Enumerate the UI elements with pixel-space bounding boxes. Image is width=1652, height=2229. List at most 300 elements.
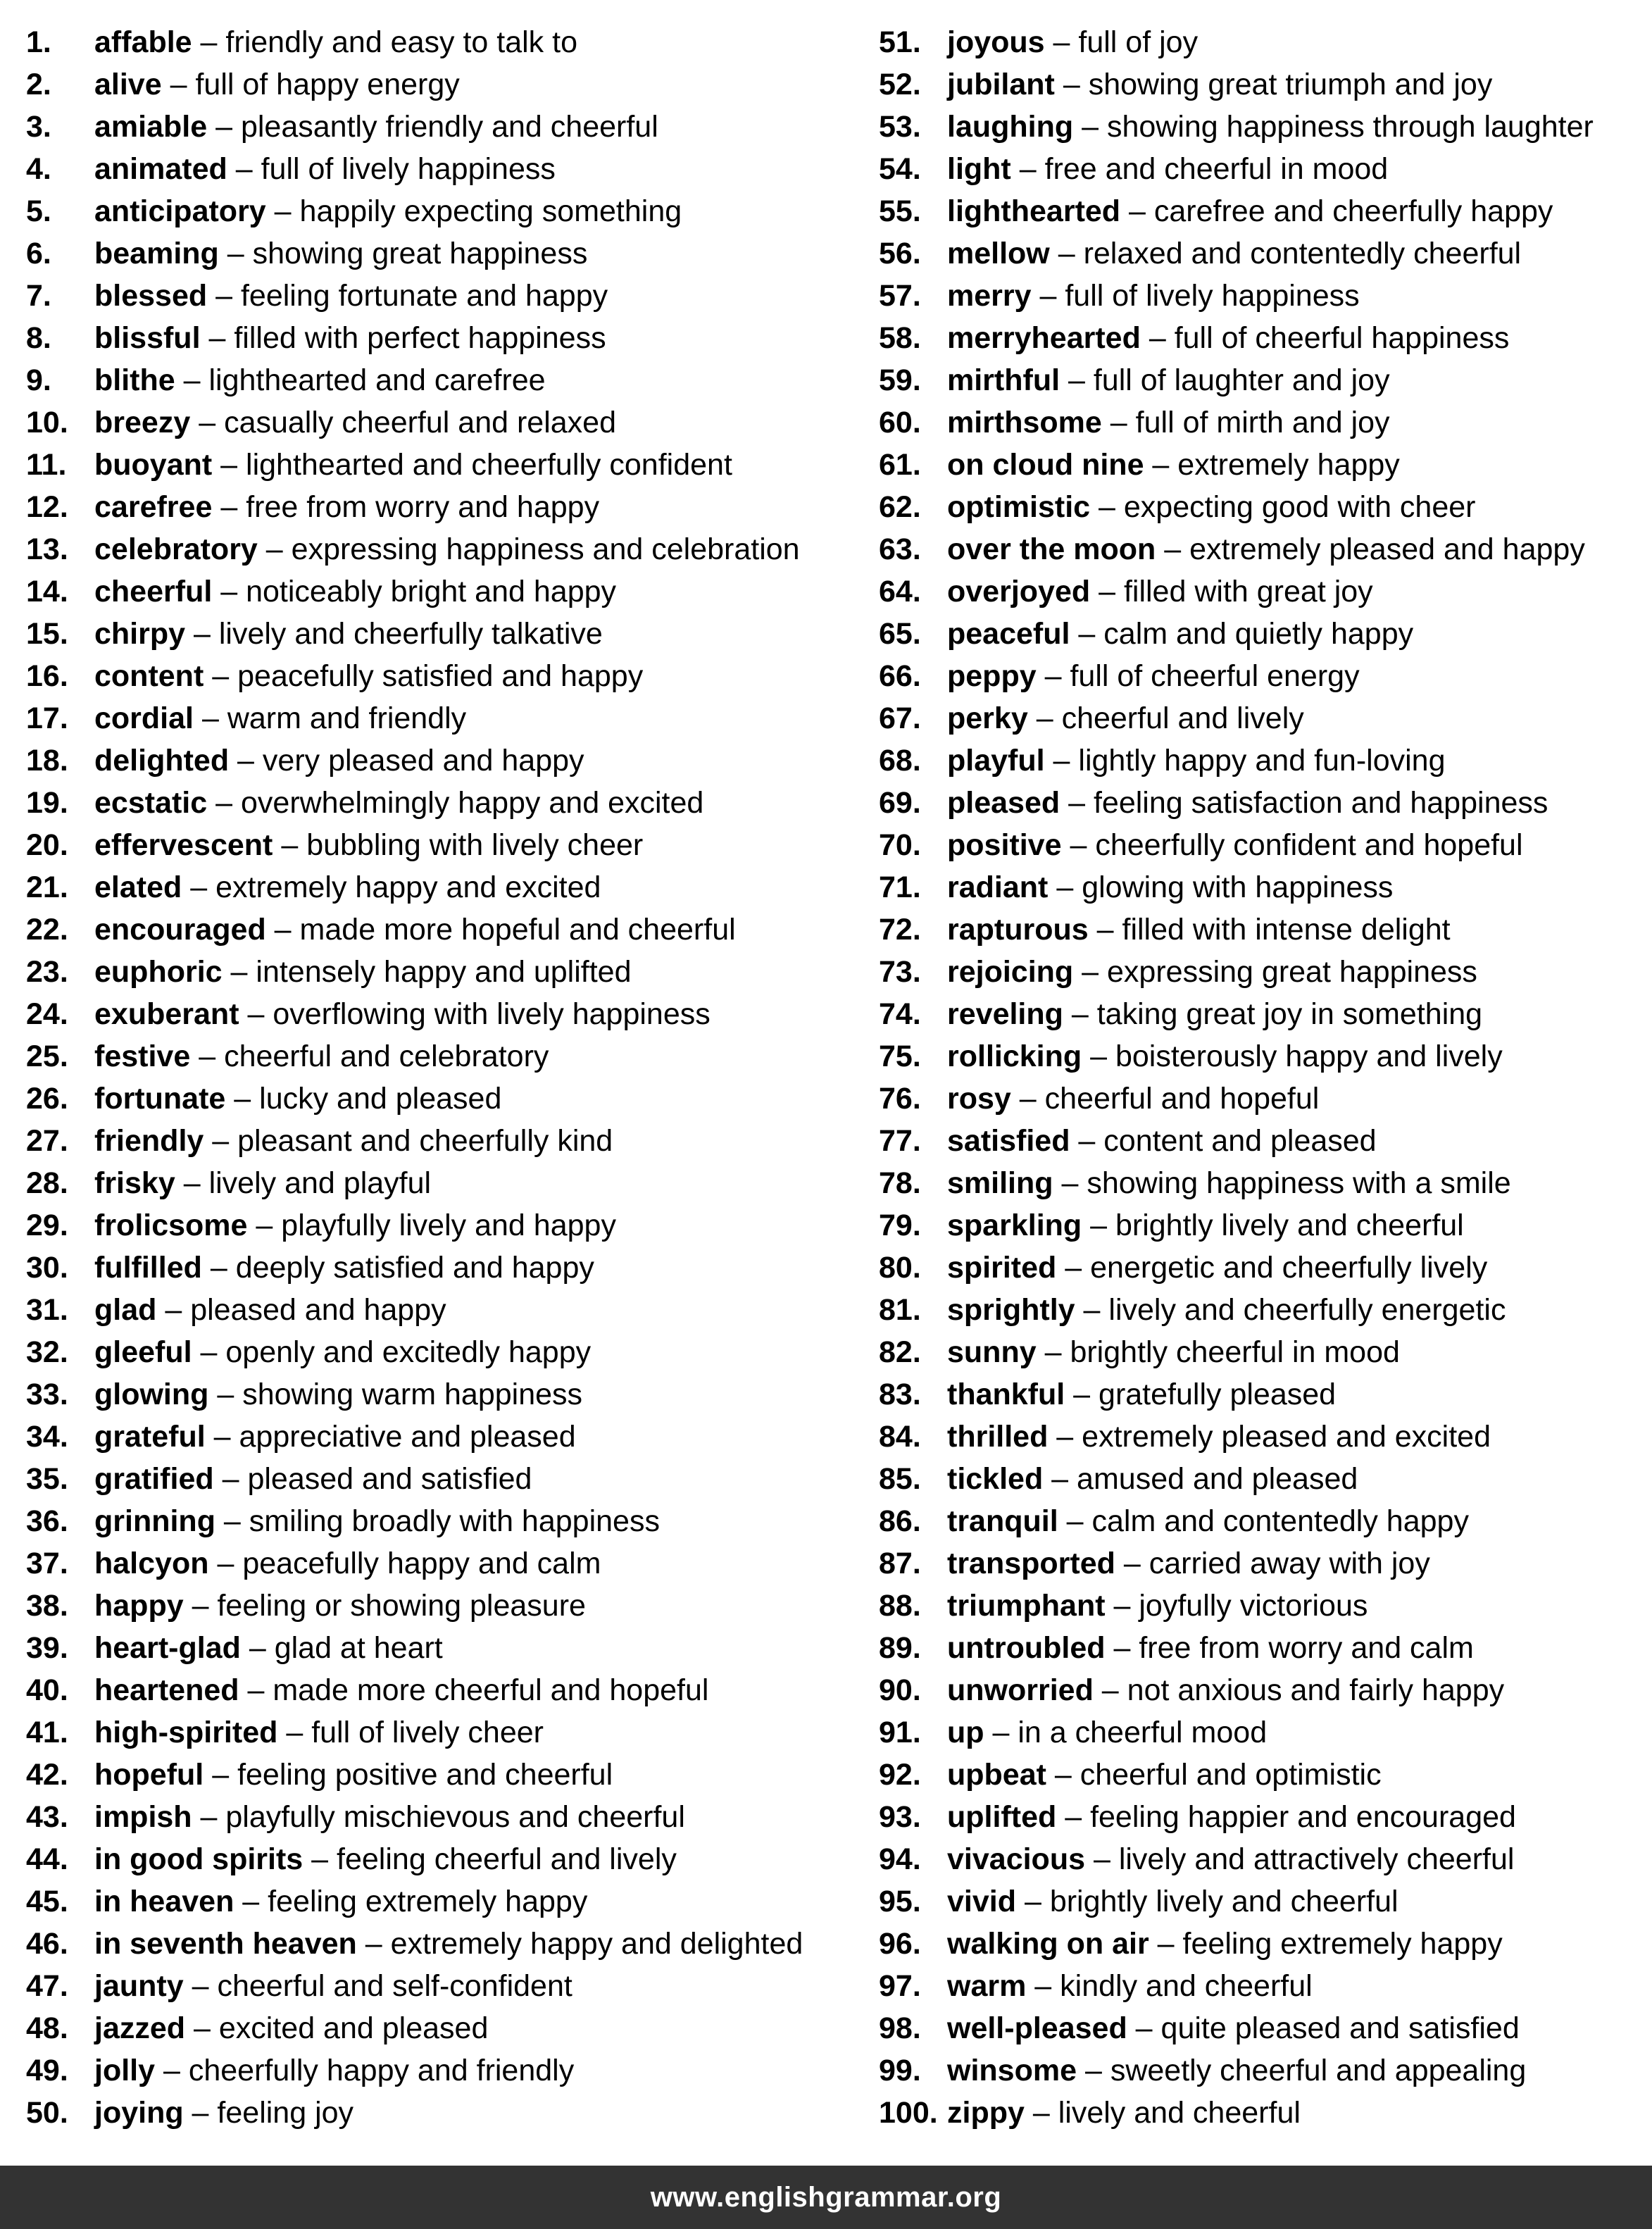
item-separator: – — [185, 617, 219, 651]
item-word: transported — [947, 1547, 1115, 1580]
item-word: up — [947, 1716, 984, 1749]
list-item — [879, 1331, 1646, 1373]
item-definition: content and pleased — [1103, 1124, 1377, 1158]
item-separator: – — [227, 152, 261, 186]
item-number: 94. — [879, 1842, 921, 1876]
item-definition: relaxed and contentedly cheerful — [1083, 237, 1522, 270]
list-item — [26, 1796, 857, 1838]
item-separator: – — [1073, 955, 1108, 989]
list-item — [26, 824, 857, 866]
item-separator: – — [1073, 110, 1107, 144]
item-separator: – — [1016, 1885, 1050, 1918]
item-word: frolicsome — [94, 1209, 248, 1242]
item-separator: – — [257, 532, 292, 566]
item-word: effervescent — [94, 828, 273, 862]
item-word: exuberant — [94, 997, 239, 1031]
item-separator: – — [277, 1716, 312, 1749]
item-separator: – — [161, 68, 196, 101]
item-separator: – — [1105, 1631, 1139, 1665]
item-separator: – — [1060, 363, 1094, 397]
item-definition: pleasant and cheerfully kind — [237, 1124, 613, 1158]
item-separator: – — [192, 1800, 226, 1834]
item-number: 50. — [26, 2096, 68, 2130]
item-word: triumphant — [947, 1589, 1106, 1623]
list-item — [879, 1247, 1646, 1289]
list-item — [879, 613, 1646, 655]
list-item — [879, 697, 1646, 739]
item-definition: expressing great happiness — [1107, 955, 1477, 989]
item-number: 81. — [879, 1293, 921, 1327]
list-item — [879, 1711, 1646, 1754]
item-definition: carried away with joy — [1149, 1547, 1430, 1580]
item-number: 90. — [879, 1673, 921, 1707]
item-definition: feeling extremely happy — [1182, 1927, 1503, 1961]
list-item — [26, 1838, 857, 1880]
list-item — [879, 782, 1646, 824]
item-definition: quite pleased and satisfied — [1160, 2011, 1520, 2045]
item-word: light — [947, 152, 1011, 186]
item-number: 11. — [26, 448, 67, 482]
item-definition: joyfully victorious — [1139, 1589, 1368, 1623]
item-number: 96. — [879, 1927, 921, 1961]
item-definition: full of laughter and joy — [1093, 363, 1390, 397]
list-item — [879, 1078, 1646, 1120]
item-separator: – — [1105, 1589, 1139, 1623]
item-separator: – — [1115, 1547, 1149, 1580]
item-separator: – — [190, 406, 225, 439]
list-item — [879, 951, 1646, 993]
item-definition: pleased and happy — [190, 1293, 446, 1327]
item-definition: full of lively cheer — [311, 1716, 544, 1749]
item-definition: friendly and easy to talk to — [225, 25, 577, 59]
item-separator: – — [1101, 406, 1136, 439]
item-definition: amused and pleased — [1077, 1462, 1358, 1496]
item-number: 75. — [879, 1039, 921, 1073]
item-separator: – — [1090, 575, 1124, 608]
item-word: playful — [947, 744, 1045, 778]
item-number: 31. — [26, 1293, 68, 1327]
item-word: vivacious — [947, 1842, 1085, 1876]
item-definition: lively and cheerful — [1058, 2096, 1301, 2130]
list-item — [26, 232, 857, 275]
item-number: 44. — [26, 1842, 68, 1876]
list-item — [26, 1289, 857, 1331]
item-separator: – — [204, 659, 238, 693]
item-definition: filled with intense delight — [1122, 913, 1451, 947]
item-number: 99. — [879, 2054, 921, 2087]
list-item — [879, 359, 1646, 401]
list-item — [879, 2049, 1646, 2092]
list-item — [26, 2092, 857, 2134]
item-definition: full of cheerful happiness — [1174, 321, 1510, 355]
item-definition: boisterously happy and lively — [1115, 1039, 1503, 1073]
list-item — [26, 1500, 857, 1542]
list-item — [879, 1035, 1646, 1078]
item-definition: brightly lively and cheerful — [1049, 1885, 1398, 1918]
item-definition: excited and pleased — [218, 2011, 489, 2045]
item-word: pleased — [947, 786, 1060, 820]
list-item — [879, 1627, 1646, 1669]
list-item — [26, 1585, 857, 1627]
item-definition: very pleased and happy — [262, 744, 584, 778]
list-item — [879, 1542, 1646, 1585]
list-item — [26, 2049, 857, 2092]
item-separator: – — [1070, 617, 1104, 651]
item-number: 32. — [26, 1335, 68, 1369]
item-number: 91. — [879, 1716, 921, 1749]
item-word: uplifted — [947, 1800, 1057, 1834]
item-word: walking on air — [947, 1927, 1149, 1961]
list-item — [26, 1035, 857, 1078]
item-definition: lightly happy and fun-loving — [1078, 744, 1446, 778]
item-number: 26. — [26, 1082, 68, 1116]
item-definition: showing happiness through laughter — [1106, 110, 1594, 144]
item-number: 85. — [879, 1462, 921, 1496]
item-definition: feeling or showing pleasure — [217, 1589, 586, 1623]
item-separator: – — [1144, 448, 1178, 482]
item-separator: – — [1026, 1969, 1060, 2003]
list-item — [26, 1627, 857, 1669]
item-definition: peacefully satisfied and happy — [237, 659, 644, 693]
list-item — [879, 1669, 1646, 1711]
item-definition: cheerful and self-confident — [217, 1969, 572, 2003]
item-number: 51. — [879, 25, 921, 59]
list-item — [26, 951, 857, 993]
list-item — [879, 1754, 1646, 1796]
item-number: 37. — [26, 1547, 68, 1580]
item-word: overjoyed — [947, 575, 1091, 608]
item-word: impish — [94, 1800, 192, 1834]
list-item — [26, 1204, 857, 1247]
item-definition: lively and cheerfully talkative — [218, 617, 603, 651]
item-definition: overwhelmingly happy and excited — [240, 786, 704, 820]
item-word: merry — [947, 279, 1032, 313]
item-separator: – — [1053, 1166, 1087, 1200]
item-definition: taking great joy in something — [1096, 997, 1483, 1031]
item-separator: – — [1077, 2054, 1110, 2087]
item-word: grateful — [94, 1420, 206, 1454]
item-definition: filled with perfect happiness — [234, 321, 606, 355]
item-number: 69. — [879, 786, 921, 820]
item-number: 34. — [26, 1420, 68, 1454]
list-item — [26, 1669, 857, 1711]
item-separator: – — [1127, 2011, 1161, 2045]
item-number: 35. — [26, 1462, 68, 1496]
item-separator: – — [1063, 997, 1097, 1031]
item-number: 54. — [879, 152, 921, 186]
item-separator: – — [1056, 1251, 1091, 1285]
item-definition: feeling extremely happy — [268, 1885, 588, 1918]
item-definition: noticeably bright and happy — [246, 575, 617, 608]
list-item — [26, 1331, 857, 1373]
item-number: 78. — [879, 1166, 921, 1200]
list-item — [879, 190, 1646, 232]
item-separator: – — [1046, 1758, 1080, 1792]
list-item — [26, 106, 857, 148]
item-separator: – — [1054, 68, 1089, 101]
item-number: 83. — [879, 1378, 921, 1411]
item-definition: lighthearted and cheerfully confident — [246, 448, 732, 482]
item-word: laughing — [947, 110, 1074, 144]
item-number: 49. — [26, 2054, 68, 2087]
item-definition: lively and playful — [208, 1166, 432, 1200]
item-definition: extremely happy and excited — [215, 870, 601, 904]
item-separator: – — [1044, 25, 1079, 59]
item-definition: not anxious and fairly happy — [1127, 1673, 1505, 1707]
item-separator: – — [208, 1547, 243, 1580]
item-separator: – — [1056, 1800, 1091, 1834]
item-separator: – — [1120, 194, 1154, 228]
item-number: 23. — [26, 955, 68, 989]
item-word: thankful — [947, 1378, 1065, 1411]
item-number: 56. — [879, 237, 921, 270]
item-separator: – — [1036, 659, 1070, 693]
item-number: 9. — [26, 363, 51, 397]
item-separator: – — [1156, 532, 1190, 566]
list-item — [879, 1120, 1646, 1162]
item-number: 63. — [879, 532, 921, 566]
list-item — [26, 1078, 857, 1120]
item-word: festive — [94, 1039, 191, 1073]
list-item — [879, 570, 1646, 613]
item-definition: peacefully happy and calm — [242, 1547, 601, 1580]
list-item — [26, 739, 857, 782]
item-definition: full of cheerful energy — [1070, 659, 1360, 693]
item-word: unworried — [947, 1673, 1094, 1707]
item-number: 65. — [879, 617, 921, 651]
item-word: jolly — [94, 2054, 156, 2087]
item-definition: glowing with happiness — [1082, 870, 1394, 904]
item-definition: glad at heart — [274, 1631, 443, 1665]
item-definition: cheerful and hopeful — [1044, 1082, 1320, 1116]
item-number: 18. — [26, 744, 68, 778]
item-separator: – — [1010, 152, 1045, 186]
item-number: 22. — [26, 913, 68, 947]
item-number: 79. — [879, 1209, 921, 1242]
item-separator: – — [207, 279, 241, 313]
item-word: beaming — [94, 237, 219, 270]
item-number: 82. — [879, 1335, 921, 1369]
item-word: thrilled — [947, 1420, 1049, 1454]
item-separator: – — [247, 1209, 282, 1242]
list-item — [26, 444, 857, 486]
item-number: 20. — [26, 828, 68, 862]
item-definition: happily expecting something — [299, 194, 682, 228]
item-definition: full of happy energy — [195, 68, 460, 101]
list-item — [26, 1542, 857, 1585]
item-number: 1. — [26, 25, 51, 59]
item-separator: – — [194, 701, 227, 735]
list-item — [26, 1965, 857, 2007]
item-definition: cheerful and celebratory — [224, 1039, 549, 1073]
item-number: 61. — [879, 448, 921, 482]
list-item — [879, 528, 1646, 570]
item-separator: – — [208, 1378, 243, 1411]
list-item — [879, 275, 1646, 317]
item-separator: – — [1058, 1504, 1092, 1538]
list-item — [879, 1965, 1646, 2007]
item-number: 42. — [26, 1758, 68, 1792]
item-number: 55. — [879, 194, 921, 228]
item-definition: calm and contentedly happy — [1091, 1504, 1469, 1538]
list-item — [26, 1711, 857, 1754]
item-separator: – — [192, 25, 226, 59]
item-separator: – — [204, 1758, 238, 1792]
item-definition: openly and excitedly happy — [225, 1335, 592, 1369]
item-separator: – — [239, 1673, 273, 1707]
item-separator: – — [1149, 1927, 1183, 1961]
item-definition: deeply satisfied and happy — [235, 1251, 594, 1285]
item-separator: – — [1031, 279, 1065, 313]
list-item — [26, 401, 857, 444]
item-definition: calm and quietly happy — [1103, 617, 1414, 651]
item-definition: warm and friendly — [227, 701, 467, 735]
item-separator: – — [201, 1251, 236, 1285]
item-definition: pleased and satisfied — [247, 1462, 532, 1496]
item-word: cheerful — [94, 575, 213, 608]
item-number: 29. — [26, 1209, 68, 1242]
item-word: friendly — [94, 1124, 204, 1158]
item-definition: feeling happier and encouraged — [1090, 1800, 1516, 1834]
item-number: 60. — [879, 406, 921, 439]
item-number: 86. — [879, 1504, 921, 1538]
item-word: lighthearted — [947, 194, 1121, 228]
item-word: gratified — [94, 1462, 214, 1496]
list-item — [879, 739, 1646, 782]
item-word: high-spirited — [94, 1716, 278, 1749]
item-separator: – — [1070, 1124, 1104, 1158]
item-word: in good spirits — [94, 1842, 304, 1876]
item-separator: – — [192, 1335, 226, 1369]
item-word: grinning — [94, 1504, 215, 1538]
item-definition: feeling joy — [217, 2096, 354, 2130]
list-item — [26, 613, 857, 655]
item-word: warm — [947, 1969, 1027, 2003]
item-number: 84. — [879, 1420, 921, 1454]
item-word: radiant — [947, 870, 1049, 904]
item-separator: – — [240, 1631, 275, 1665]
item-definition: showing great triumph and joy — [1088, 68, 1493, 101]
item-separator: – — [1075, 1293, 1109, 1327]
item-word: upbeat — [947, 1758, 1046, 1792]
list-item — [879, 148, 1646, 190]
item-definition: extremely pleased and happy — [1189, 532, 1585, 566]
item-number: 71. — [879, 870, 921, 904]
item-separator: – — [1036, 1335, 1070, 1369]
item-definition: free from worry and happy — [246, 490, 600, 524]
item-separator: – — [155, 2054, 189, 2087]
list-item — [879, 2007, 1646, 2049]
item-separator: – — [1024, 2096, 1058, 2130]
item-definition: smiling broadly with happiness — [249, 1504, 660, 1538]
item-word: in seventh heaven — [94, 1927, 357, 1961]
item-word: buoyant — [94, 448, 213, 482]
list-item — [26, 528, 857, 570]
item-word: on cloud nine — [947, 448, 1144, 482]
item-word: in heaven — [94, 1885, 234, 1918]
item-word: optimistic — [947, 490, 1091, 524]
item-number: 53. — [879, 110, 921, 144]
item-number: 77. — [879, 1124, 921, 1158]
list-item — [26, 1754, 857, 1796]
item-definition: showing happiness with a smile — [1087, 1166, 1511, 1200]
item-separator: – — [207, 786, 241, 820]
item-separator: – — [1088, 913, 1122, 947]
item-number: 4. — [26, 152, 51, 186]
item-separator: – — [183, 2096, 218, 2130]
item-number: 93. — [879, 1800, 921, 1834]
item-word: cordial — [94, 701, 194, 735]
item-separator: – — [205, 1420, 239, 1454]
item-word: sparkling — [947, 1209, 1082, 1242]
list-item — [879, 1416, 1646, 1458]
item-definition: cheerfully happy and friendly — [188, 2054, 575, 2087]
item-definition: extremely happy — [1177, 448, 1400, 482]
item-definition: full of lively happiness — [1065, 279, 1360, 313]
list-item — [26, 782, 857, 824]
list-item — [879, 1458, 1646, 1500]
item-number: 74. — [879, 997, 921, 1031]
item-separator: – — [1065, 1378, 1099, 1411]
item-word: over the moon — [947, 532, 1156, 566]
footer-website-link[interactable]: www.englishgrammar.org — [650, 2181, 1002, 2213]
item-word: rapturous — [947, 913, 1089, 947]
list-item — [879, 63, 1646, 106]
item-word: gleeful — [94, 1335, 192, 1369]
item-word: tranquil — [947, 1504, 1058, 1538]
item-separator: – — [218, 237, 253, 270]
item-definition: energetic and cheerfully lively — [1090, 1251, 1488, 1285]
item-definition: intensely happy and uplifted — [256, 955, 632, 989]
item-number: 30. — [26, 1251, 68, 1285]
item-separator: – — [239, 997, 273, 1031]
list-item — [26, 148, 857, 190]
item-separator: – — [1082, 1039, 1115, 1073]
list-item — [879, 317, 1646, 359]
item-definition: cheerfully confident and hopeful — [1095, 828, 1523, 862]
item-definition: bubbling with lively cheer — [306, 828, 644, 862]
list-item — [879, 1796, 1646, 1838]
item-number: 12. — [26, 490, 68, 524]
list-item — [26, 275, 857, 317]
item-word: merryhearted — [947, 321, 1141, 355]
item-definition: playfully mischievous and cheerful — [225, 1800, 685, 1834]
item-number: 100. — [879, 2096, 938, 2130]
item-word: joying — [94, 2096, 184, 2130]
item-word: zippy — [947, 2096, 1025, 2130]
item-number: 88. — [879, 1589, 921, 1623]
item-word: jubilant — [947, 68, 1055, 101]
item-word: celebratory — [94, 532, 258, 566]
item-separator: – — [204, 1124, 238, 1158]
item-word: halcyon — [94, 1547, 209, 1580]
item-definition: cheerful and lively — [1061, 701, 1304, 735]
item-word: sunny — [947, 1335, 1037, 1369]
list-item — [26, 359, 857, 401]
list-item — [26, 655, 857, 697]
item-definition: expecting good with cheer — [1123, 490, 1476, 524]
item-number: 38. — [26, 1589, 68, 1623]
list-item — [26, 1247, 857, 1289]
list-item — [879, 21, 1646, 63]
item-number: 6. — [26, 237, 51, 270]
list-item — [879, 1373, 1646, 1416]
item-number: 73. — [879, 955, 921, 989]
item-word: jazzed — [94, 2011, 186, 2045]
item-number: 36. — [26, 1504, 68, 1538]
item-separator: – — [207, 110, 241, 144]
item-separator: – — [225, 1082, 260, 1116]
